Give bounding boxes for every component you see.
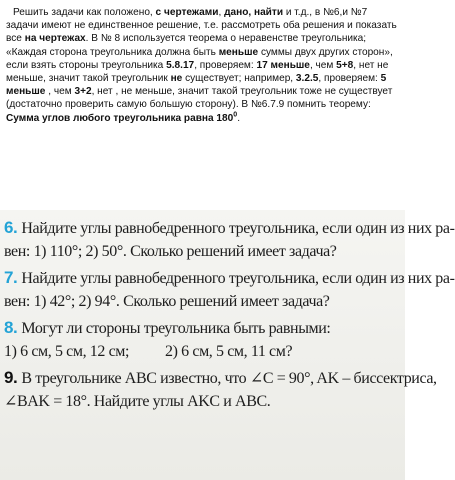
task-line <box>4 216 455 240</box>
task-line <box>4 316 402 340</box>
bold-text: дано, найти <box>224 7 284 18</box>
bold-text: не <box>170 73 183 85</box>
text: и т.д., в №6,и №7 задачи имеют не единственное решение, т.е. рассмотреть оба решения и показать все <box>6 7 397 45</box>
text: , нет , не меньше, значит такой треугольник тоже не существует (достаточно проверить самую большую сторону). В №6.7.9 помнить теорему: <box>6 86 393 111</box>
bold-text: 17 меньше <box>256 59 310 71</box>
task-text: Найдите углы равнобедренного треугольника, если один из них ра- <box>21 270 455 287</box>
text: , проверяем: <box>194 59 257 71</box>
bold-text: 3.2.5 <box>295 73 319 85</box>
task-text: В треугольнике ABC известно, что ∠C = 90°, AK – биссектриса, <box>21 370 437 387</box>
bold-text: 5.8.17 <box>166 59 195 71</box>
task-number: 8. <box>4 318 18 337</box>
task-9 <box>4 366 437 413</box>
task-list <box>4 216 455 416</box>
task-number: 9. <box>4 368 18 387</box>
task-text: Могут ли стороны треугольника быть равными: <box>21 320 331 337</box>
task-line <box>4 366 437 390</box>
bold-text: 5 меньше <box>6 73 387 98</box>
text: , проверяем: <box>318 73 381 85</box>
text: существует; например, <box>182 73 296 85</box>
task-number: 6. <box>4 218 18 237</box>
text: Решить задачи как положено, <box>13 7 156 18</box>
bold-text: 5+8 <box>336 59 354 71</box>
bold-text: на чертежах <box>24 33 86 45</box>
text: . <box>237 112 240 124</box>
text: , чем <box>45 86 75 98</box>
task-6 <box>4 216 455 263</box>
task-text: 1) 6 см, 5 см, 12 см; 2) 6 см, 5 см, 11 см? <box>4 343 293 360</box>
text: , нет не меньше, значит такой треугольник <box>6 59 389 85</box>
task-text: вен: 1) 110°; 2) 50°. Сколько решений имеет задача? <box>4 243 337 260</box>
text: суммы двух других сторон», если взять стороны треугольника <box>6 46 393 71</box>
task-number: 7. <box>4 268 18 287</box>
theorem-bold <box>6 113 237 124</box>
instructions-text <box>6 6 399 125</box>
theorem-text: Сумма углов любого треугольника равна 180 <box>6 112 234 124</box>
task-8 <box>4 316 402 363</box>
text: , чем <box>309 59 337 71</box>
task-text: ∠BAK = 18°. Найдите углы AKC и ABC. <box>4 393 271 410</box>
bold-text: 3+2 <box>74 86 92 98</box>
task-text: вен: 1) 42°; 2) 94°. Сколько решений имеет задача? <box>4 293 330 310</box>
bold-text: меньше <box>218 46 259 58</box>
degree-superscript: 0 <box>233 111 238 119</box>
text: , <box>218 7 225 18</box>
task-text: Найдите углы равнобедренного треугольника, если один из них ра- <box>21 220 455 237</box>
text: . В № 8 используется теорема о неравенстве треугольника; «Каждая сторона треугольника должна быть <box>6 33 367 58</box>
bold-text: с чертежами <box>155 7 219 18</box>
task-7 <box>4 266 455 313</box>
textbook-scan <box>0 210 455 480</box>
task-line <box>4 266 455 290</box>
